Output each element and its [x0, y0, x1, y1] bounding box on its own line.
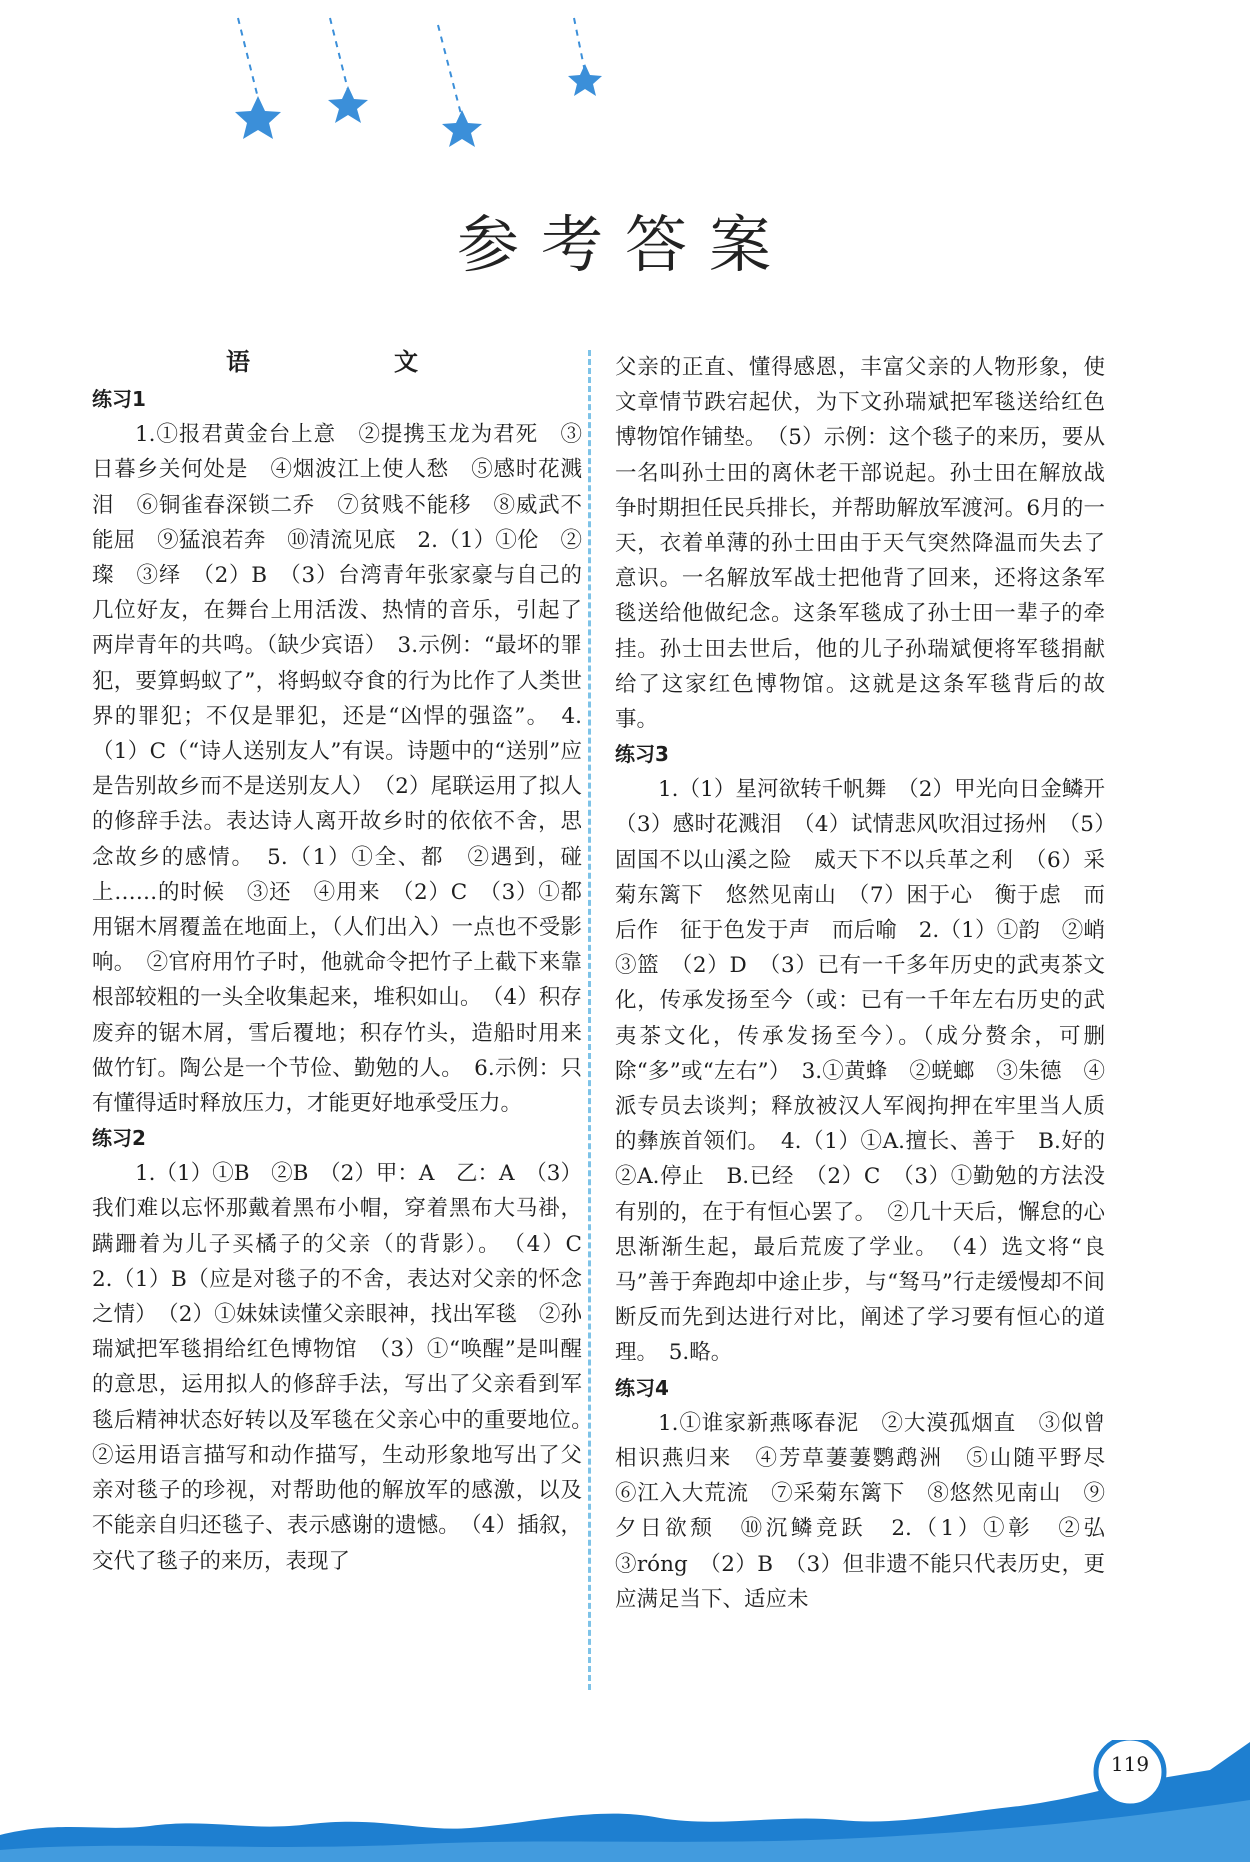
exercise-3-heading: 练习3 — [615, 742, 669, 767]
exercise-1-answers: 1.①报君黄金台上意 ②提携玉龙为君死 ③日暮乡关何处是 ④烟波江上使人愁 ⑤感时花溅泪 ⑥铜雀春深锁二乔 ⑦贫贱不能移 ⑧威武不能屈 ⑨猛浪若奔 ⑩清流见底 2.（1）①伦 ②璨 ③绎 （2）B （3）台湾青年张家豪与自己的几位好友，在舞台上用活泼、热情的音乐，引起了两岸青年的共鸣。（缺少宾语） 3.示例：“最坏的罪犯，要算蚂蚁了”，将蚂蚁夺食的行为比作了人类世界的罪犯；不仅是罪犯，还是“凶悍的强盗”。 4.（1）C（“诗人送别友人”有误。诗题中的“送别”应是告别故乡而不是送别友人） （2）尾联运用了拟人的修辞手法。表达诗人离开故乡时的依依不舍，思念故乡的感情。 5.（1）①全、都 ②遇到，碰上……的时候 ③还 ④用来 （2）C （3）①都用锯木屑覆盖在地面上，（人们出入）一点也不受影响。 ②官府用竹子时，他就命令把竹子上截下来靠根部较粗的一头全收集起来，堆积如山。 （4）积存废弃的锯木屑，雪后覆地；积存竹头，造船时用来做竹钉。陶公是一个节俭、勤勉的人。 6.示例：只有懂得适时释放压力，才能更好地承受压力。 — [92, 422, 582, 1117]
exercise-4-heading: 练习4 — [615, 1375, 669, 1400]
star-icon — [235, 96, 281, 139]
exercise-2-heading: 练习2 — [92, 1126, 146, 1151]
subject-heading: 语 文 — [226, 348, 478, 376]
star-icon — [442, 110, 482, 147]
right-column — [615, 350, 1127, 1617]
exercise-2-answers: 1.（1）①B ②B （2）甲：A 乙：A （3）我们难以忘怀那戴着黑布小帽，穿着黑布大马褂，蹒跚着为儿子买橘子的父亲（的背影）。 （4）C 2.（1）B（应是对毯子的不舍，表达对父亲的怀念之情） （2）①妹妹读懂父亲眼神，找出军毯 ②孙瑞斌把军毯捐给红色博物馆 （3）①“唤醒”是叫醒的意思，运用拟人的修辞手法，写出了父亲看到军毯后精神状态好转以及军毯在父亲心中的重要地位。 ②运用语言描写和动作描写，生动形象地写出了父亲对毯子的珍视，对帮助他的解放军的感激，以及不能亲自归还毯子、表示感谢的遗憾。 （4）插叙，交代了毯子的来历，表现了 — [92, 1161, 604, 1574]
hanging-stars-decoration — [0, 0, 1250, 170]
exercise-3-answers: 1.（1）星河欲转千帆舞 （2）甲光向日金鳞开 （3）感时花溅泪 （4）试情悲风吹泪过扬州 （5）固国不以山溪之险 威天下不以兵革之利 （6）采菊东篱下 悠然见南山 （7）困于心 衡于虑 而后作 征于色发于声 而后喻 2.（1）①韵 ②峭 ③篮 （2）D （3）已有一千多年历史的武夷茶文化，传承发扬至今（或：已有一千年左右历史的武夷茶文化，传承发扬至今）。（成分赘余，可删除“多”或“左右”） 3.①黄蜂 ②蜣螂 ③朱德 ④派专员去谈判；释放被汉人军阀拘押在牢里当人质的彝族首领们。 4.（1）①A.擅长、善于 B.好的 ②A.停止 B.已经 （2）C （3）①勤勉的方法没有别的，在于有恒心罢了。 ②几十天后，懈怠的心思渐渐生起，最后荒废了学业。 （4）选文将“良马”善于奔跑却中途止步，与“驽马”行走缓慢却不间断反而先到达进行对比，阐述了学习要有恒心的道理。 5.略。 — [615, 777, 1127, 1366]
page-number: 119 — [1110, 1752, 1150, 1776]
bottom-wave-decoration — [0, 1740, 1250, 1862]
exercise-2-continued: 父亲的正直、懂得感恩，丰富父亲的人物形象，使文章情节跌宕起伏，为下文孙瑞斌把军毯送给红色博物馆作铺垫。 （5）示例：这个毯子的来历，要从一名叫孙士田的离休老干部说起。孙士田在解放战争时期担任民兵排长，并帮助解放军渡河。6月的一天，衣着单薄的孙士田由于天气突然降温而失去了意识。一名解放军战士把他背了回来，还将这条军毯送给他做纪念。这条军毯成了孙士田一辈子的牵挂。孙士田去世后，他的儿子孙瑞斌便将军毯捐献给了这家红色博物馆。这就是这条军毯背后的故事。 — [615, 355, 1105, 733]
page-title: 参考答案 — [456, 208, 793, 281]
left-column — [92, 345, 604, 1579]
exercise-4-answers: 1.①谁家新燕啄春泥 ②大漠孤烟直 ③似曾相识燕归来 ④芳草萋萋鹦鹉洲 ⑤山随平野尽 ⑥江入大荒流 ⑦采菊东篱下 ⑧悠然见南山 ⑨夕日欲颓 ⑩沉鳞竞跃 2.（1）①彰 ②弘 ③róng （2）B （3）但非遗不能只代表历史，更应满足当下、适应未 — [615, 1410, 1127, 1612]
star-icon — [328, 86, 368, 123]
exercise-1-heading: 练习1 — [92, 387, 146, 412]
star-icon — [568, 64, 602, 96]
column-divider — [588, 350, 591, 1690]
